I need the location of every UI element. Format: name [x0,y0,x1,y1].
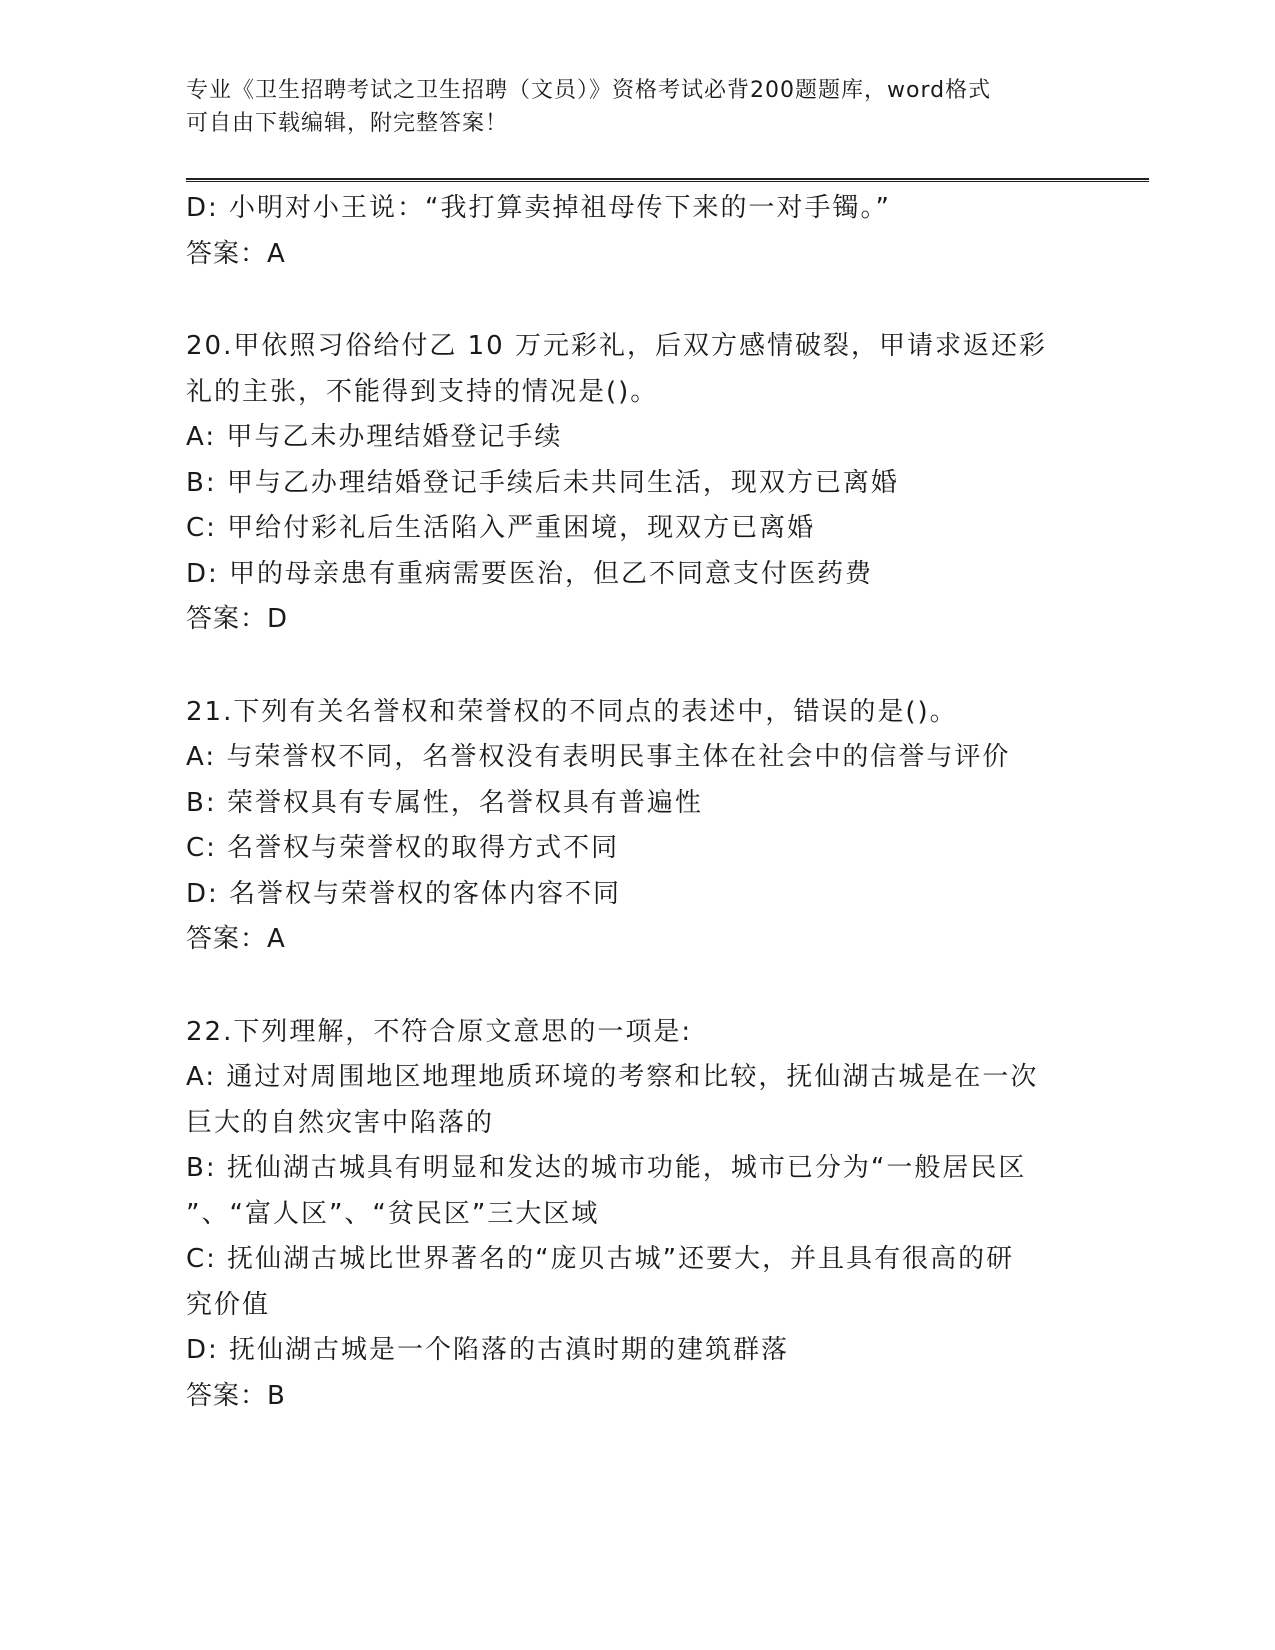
question-21 [186,690,1086,963]
option-b-continued: ”、“富人区”、“贫民区”三大区域 [186,1198,600,1229]
answer-line: 答案：D [186,604,289,634]
spacer [186,277,1086,324]
spacer [186,643,1086,690]
option-b: B: 甲与乙办理结婚登记手续后未共同生活，现双方已离婚 [186,467,899,498]
option-c-continued: 究价值 [186,1289,271,1320]
option-c: C: 甲给付彩礼后生活陷入严重困境，现双方已离婚 [186,513,816,543]
header-line-2: 可自由下载编辑，附完整答案！ [186,111,509,136]
option-a-continued: 巨大的自然灾害中陷落的 [186,1107,495,1138]
header-divider [186,178,1149,182]
option-b: B: 抚仙湖古城具有明显和发达的城市功能，城市已分为“一般居民区 [186,1153,1027,1183]
option-d: D: 抚仙湖古城是一个陷落的古滇时期的建筑群落 [186,1335,790,1365]
question-19-tail [186,186,1086,277]
document-header [186,74,1066,140]
document-body [186,186,1086,1419]
option-d: D: 名誉权与荣誉权的客体内容不同 [186,878,622,909]
answer-line: 答案：B [186,1380,286,1411]
option-d: D: 小明对小王说：“我打算卖掉祖母传下来的一对手镯。” [186,193,891,223]
question-22 [186,1010,1086,1420]
header-line-1: 专业《卫生招聘考试之卫生招聘（文员）》资格考试必背200题题库，word格式 [186,78,992,103]
question-stem: 21.下列有关名誉权和荣誉权的不同点的表述中，错误的是()。 [186,696,958,727]
option-a: A: 通过对周围地区地理地质环境的考察和比较，抚仙湖古城是在一次 [186,1062,1039,1092]
spacer [186,963,1086,1010]
answer-line: 答案：A [186,238,286,269]
option-d: D: 甲的母亲患有重病需要医治，但乙不同意支付医药费 [186,558,874,589]
option-c: C: 名誉权与荣誉权的取得方式不同 [186,833,620,863]
question-stem: 20.甲依照习俗给付乙 10 万元彩礼，后双方感情破裂，甲请求返还彩 [186,331,1047,361]
option-b: B: 荣誉权具有专属性，名誉权具有普遍性 [186,787,703,818]
answer-line: 答案：A [186,924,286,954]
option-a: A: 与荣誉权不同，名誉权没有表明民事主体在社会中的信誉与评价 [186,742,1011,772]
option-a: A: 甲与乙未办理结婚登记手续 [186,422,563,452]
question-stem-continued: 礼的主张，不能得到支持的情况是()。 [186,376,659,407]
question-stem: 22.下列理解，不符合原文意思的一项是: [186,1016,693,1047]
question-20 [186,324,1086,643]
option-c: C: 抚仙湖古城比世界著名的“庞贝古城”还要大，并且具有很高的研 [186,1244,1015,1274]
